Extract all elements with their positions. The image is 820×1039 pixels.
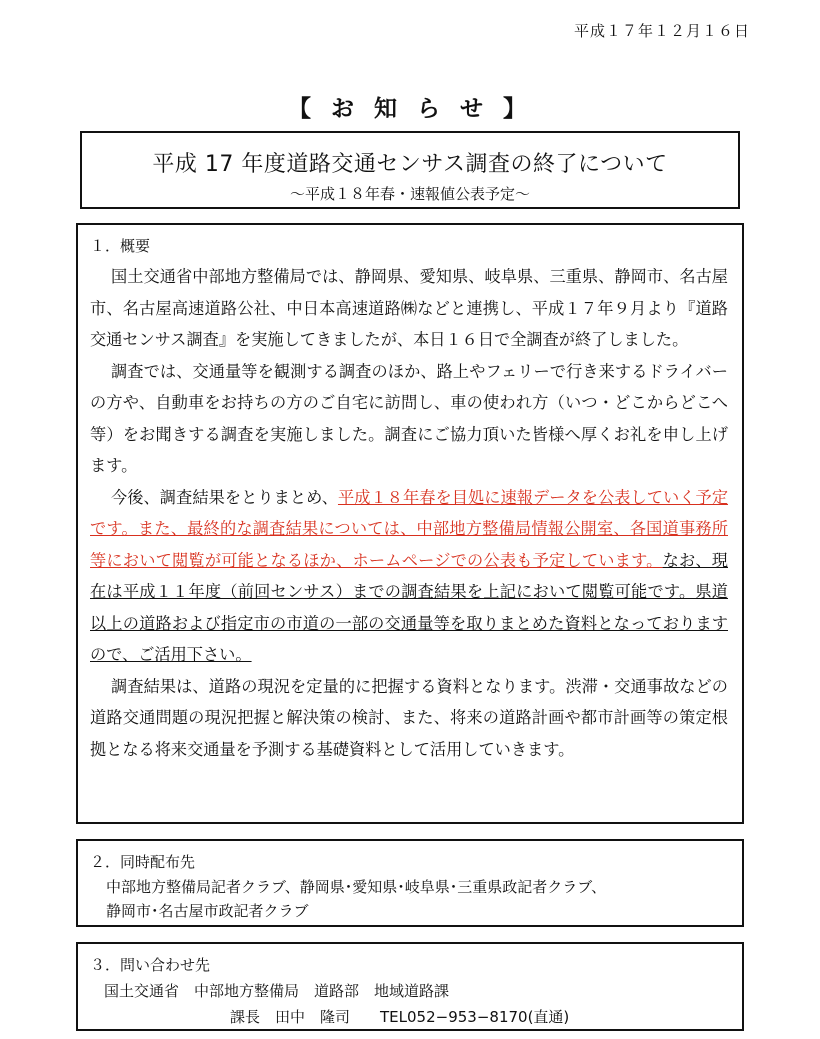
- distribution-line-1: 中部地方整備局記者クラブ、静岡県･愛知県･岐阜県･三重県政記者クラブ、: [106, 878, 607, 896]
- contact-section: [76, 942, 744, 1031]
- contact-heading: ３．問い合わせ先: [90, 956, 211, 974]
- document-title: 平成 17 年度道路交通センサス調査の終了について: [152, 152, 668, 177]
- notice-heading: 【 お 知 ら せ 】: [287, 96, 533, 122]
- highlighted-announcement: 平成１８年春を目処に速報データを公表していく予定です。また、最終的な調査結果については、中部地方整備局情報公開室、各国道事務所等において閲覧が可能となるほか、ホームページでの公表も予定しています。: [90, 487, 729, 570]
- document-date: 平成１７年１２月１６日: [573, 22, 750, 40]
- distribution-heading: ２．同時配布先: [90, 853, 196, 871]
- title-box: [80, 131, 740, 209]
- overview-section: [76, 223, 744, 824]
- overview-heading: １．概要: [90, 237, 151, 255]
- overview-paragraph-4: 調査結果は、道路の現況を定量的に把握する資料となります。渋滞・交通事故などの道路交通問題の現況把握と解決策の検討、また、将来の道路計画や都市計画等の策定根拠となる将来交通量を予測する基礎資料として活用していきます。: [90, 676, 728, 759]
- contact-organization: 国土交通省 中部地方整備局 道路部 地域道路課: [104, 982, 450, 1000]
- distribution-line-2: 静岡市･名古屋市政記者クラブ: [106, 902, 309, 920]
- overview-paragraph-3: [90, 482, 728, 671]
- overview-paragraph-1: 国土交通省中部地方整備局では、静岡県、愛知県、岐阜県、三重県、静岡市、名古屋市、名古屋高速道路公社、中日本高速道路㈱などと連携し、平成１７年９月より『道路交通センサス調査』を実施してきましたが、本日１６日で全調査が終了しました。: [90, 267, 728, 349]
- distribution-section: [76, 839, 744, 927]
- contact-person-phone: 課長 田中 隆司 TEL052−953−8170(直通): [230, 1008, 570, 1026]
- underlined-note: なお、現在は平成１１年度（前回センサス）までの調査結果を上記において閲覧可能です。県道以上の道路および指定市の市道の一部の交通量等を取りまとめた資料となっておりますので、ご活用下さい。: [90, 550, 728, 664]
- overview-paragraph-2: 調査では、交通量等を観測する調査のほか、路上やフェリーで行き来するドライバーの方や、自動車をお持ちの方のご自宅に訪問し、車の使われ方（いつ・どこからどこへ等）をお聞きする調査を実施しました。調査にご協力頂いた皆様へ厚くお礼を申し上げます。: [90, 361, 728, 475]
- paragraph-3-lead: 今後、調査結果をとりまとめ、: [111, 487, 338, 507]
- document-subtitle: 〜平成１８年春・速報値公表予定〜: [289, 185, 530, 203]
